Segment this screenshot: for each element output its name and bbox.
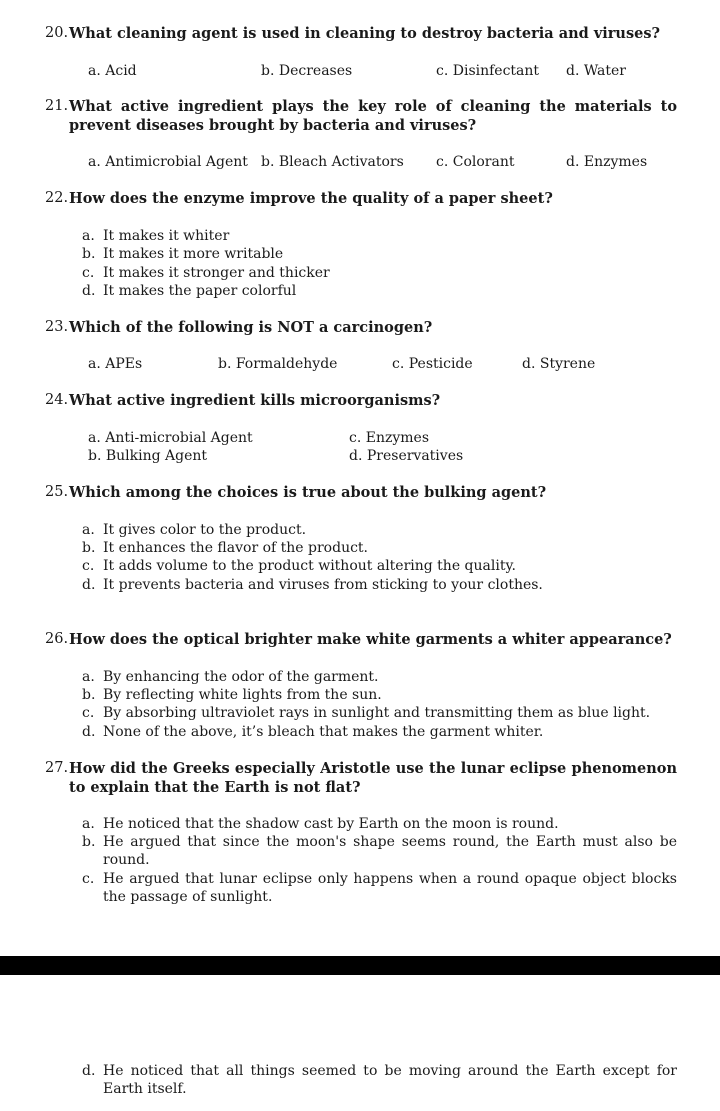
question-number: 22.: [45, 190, 69, 206]
question-text: How does the optical brighter make white garments a whiter appearance?: [69, 631, 672, 648]
option: b. Formaldehyde: [218, 356, 338, 372]
option: a. Acid: [88, 63, 137, 79]
option-letter: a.: [82, 669, 95, 685]
option-text: None of the above, it’s bleach that makes the garment whiter.: [103, 724, 544, 740]
option-text: By reflecting white lights from the sun.: [103, 687, 382, 703]
question-number: 27.: [45, 760, 69, 776]
option-letter: c.: [82, 871, 95, 887]
option-letter: d.: [82, 577, 96, 593]
option-letter: d.: [82, 724, 96, 740]
option-text: By absorbing ultraviolet rays in sunlight and transmitting them as blue light.: [103, 705, 651, 721]
option-text: It adds volume to the product without altering the quality.: [103, 558, 516, 574]
option: c. Disinfectant: [436, 63, 540, 79]
option: d. Water: [566, 63, 626, 79]
option: d. Enzymes: [566, 154, 648, 170]
question-text: Which of the following is NOT a carcinogen?: [69, 319, 433, 336]
question-text: How did the Greeks especially Aristotle use the lunar eclipse phenomenon to explain that the Earth is not flat?: [69, 760, 677, 796]
option-text: It prevents bacteria and viruses from sticking to your clothes.: [103, 577, 543, 593]
option-letter: c.: [82, 558, 95, 574]
option-letter: b.: [82, 687, 96, 703]
option-letter: a.: [82, 816, 95, 832]
option-text: He argued that lunar eclipse only happens when a round opaque object blocks the passage of sunlight.: [103, 871, 677, 905]
option-text: It makes it more writable: [103, 246, 284, 262]
option-letter: a.: [82, 522, 95, 538]
question-text: How does the enzyme improve the quality of a paper sheet?: [69, 190, 553, 207]
option: d. Preservatives: [349, 448, 464, 464]
option-text: It enhances the flavor of the product.: [103, 540, 369, 556]
option: b. Bleach Activators: [261, 154, 404, 170]
option-text: He argued that since the moon's shape seems round, the Earth must also be round.: [103, 834, 677, 868]
option-text: It makes it stronger and thicker: [103, 265, 330, 281]
question-number: 25.: [45, 484, 69, 500]
option: c. Colorant: [436, 154, 515, 170]
option: c. Enzymes: [349, 430, 430, 446]
option-letter: d.: [82, 283, 96, 299]
option-text: By enhancing the odor of the garment.: [103, 669, 379, 685]
question-number: 23.: [45, 319, 69, 335]
option: a. APEs: [88, 356, 143, 372]
question-text: What active ingredient plays the key role of cleaning the materials to prevent diseases brought by bacteria and viruses?: [69, 98, 677, 134]
question-number: 26.: [45, 631, 69, 647]
question-number: 24.: [45, 392, 69, 408]
question-text: What cleaning agent is used in cleaning to destroy bacteria and viruses?: [69, 25, 661, 42]
option-letter: b.: [82, 246, 96, 262]
option-letter: b.: [82, 834, 96, 850]
option: d. Styrene: [522, 356, 596, 372]
option: c. Pesticide: [392, 356, 473, 372]
option: a. Antimicrobial Agent: [88, 154, 248, 170]
option: b. Decreases: [261, 63, 353, 79]
option-letter: b.: [82, 540, 96, 556]
page-break-bar: [0, 956, 720, 975]
option: a. Anti-microbial Agent: [88, 430, 253, 446]
question-number: 20.: [45, 25, 69, 41]
option-letter: d.: [82, 1063, 96, 1079]
question-text: What active ingredient kills microorganisms?: [69, 392, 441, 409]
option-text: It makes it whiter: [103, 228, 230, 244]
option: b. Bulking Agent: [88, 448, 208, 464]
option-text: It gives color to the product.: [103, 522, 307, 538]
option-text: He noticed that all things seemed to be moving around the Earth except for Earth itself.: [103, 1063, 677, 1097]
option-letter: a.: [82, 228, 95, 244]
option-text: It makes the paper colorful: [103, 283, 297, 299]
question-text: Which among the choices is true about the bulking agent?: [69, 484, 547, 501]
option-letter: c.: [82, 265, 95, 281]
option-text: He noticed that the shadow cast by Earth on the moon is round.: [103, 816, 559, 832]
question-number: 21.: [45, 98, 69, 114]
option-letter: c.: [82, 705, 95, 721]
